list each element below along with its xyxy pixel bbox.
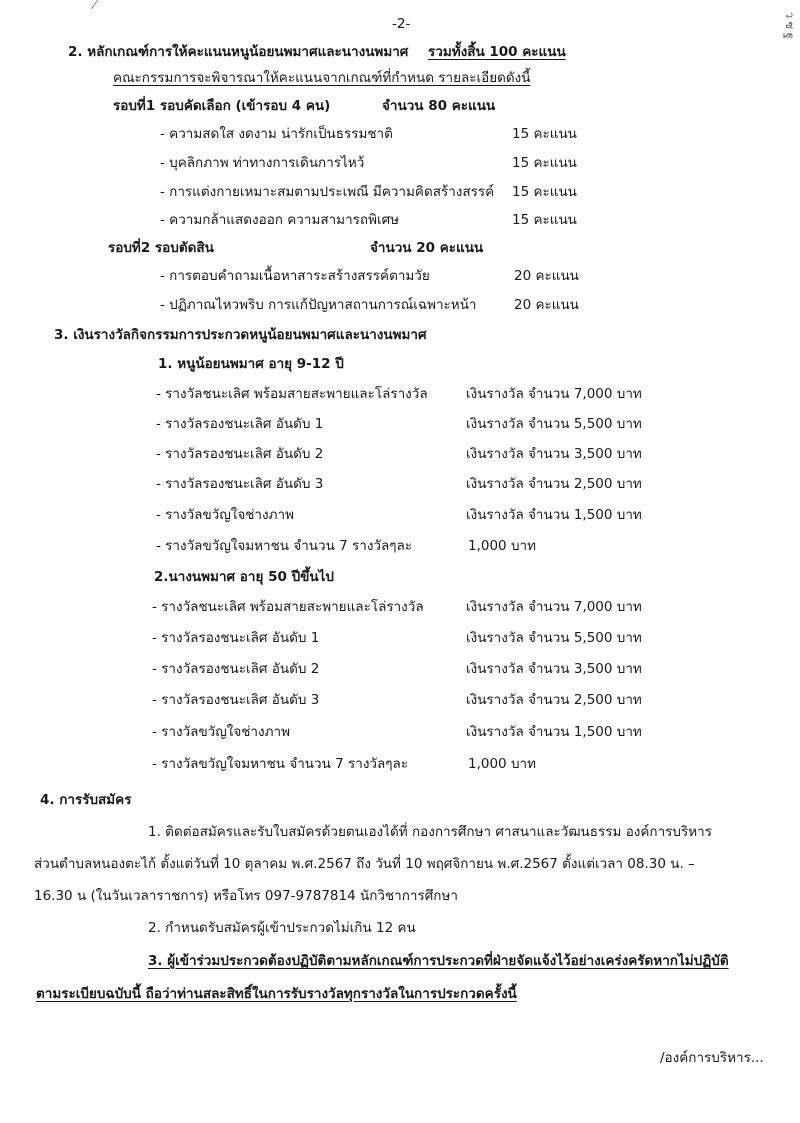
group1-prize-amount: 1,000 บาท xyxy=(468,538,536,554)
group1-prize-label: - รางวัลรองชนะเลิศ อันดับ 1 xyxy=(156,416,324,432)
round1-item-score: 15 คะแนน xyxy=(512,212,577,228)
group2-prize-amount: เงินรางวัล จำนวน 7,000 บาท xyxy=(466,599,642,615)
round1-item-label: - บุคลิกภาพ ท่าทางการเดินการไหว้ xyxy=(160,155,365,171)
group2-prize-amount: เงินรางวัล จำนวน 5,500 บาท xyxy=(466,630,642,646)
round1-item-label: - ความสดใส งดงาม น่ารักเป็นธรรมชาติ xyxy=(160,126,393,142)
section3-title: 3. เงินรางวัลกิจกรรมการประกวดหนูน้อยนพมาศและนางนพมาศ xyxy=(54,327,427,343)
corner-pen-mark xyxy=(77,0,98,9)
round1-item-score: 15 คะแนน xyxy=(512,184,577,200)
round2-score: จำนวน 20 คะแนน xyxy=(370,240,484,256)
round1-item-score: 15 คะแนน xyxy=(512,126,577,142)
group1-prize-label: - รางวัลรองชนะเลิศ อันดับ 2 xyxy=(156,446,324,462)
group1-prize-amount: เงินรางวัล จำนวน 5,500 บาท xyxy=(466,416,642,432)
section4-p3-line2: ตามระเบียบฉบับนี้ ถือว่าท่านสละสิทธิ์ในการรับรางวัลทุกรางวัลในการประกวดครั้งนี้ xyxy=(36,986,517,1002)
group2-prize-label: - รางวัลขวัญใจช่างภาพ xyxy=(152,724,290,740)
round1-score: จำนวน 80 คะแนน xyxy=(382,98,496,114)
group2-title: 2.นางนพมาศ อายุ 50 ปีขึ้นไป xyxy=(154,569,334,585)
section2-total: รวมทั้งสิ้น 100 คะแนน xyxy=(428,44,566,60)
continuation-note: /องค์การบริหาร... xyxy=(660,1050,764,1066)
group2-prize-label: - รางวัลรองชนะเลิศ อันดับ 1 xyxy=(152,630,320,646)
group1-prize-label: - รางวัลขวัญใจช่างภาพ xyxy=(156,507,294,523)
section2-title: 2. หลักเกณฑ์การให้คะแนนหนูน้อยนพมาศและนางนพมาศ xyxy=(68,44,409,60)
section4-p2: 2. กำหนดรับสมัครผู้เข้าประกวดไม่เกิน 12 คน xyxy=(148,920,416,936)
group1-title: 1. หนูน้อยนพมาศ อายุ 9-12 ปี xyxy=(158,356,344,372)
group2-prize-amount: เงินรางวัล จำนวน 3,500 บาท xyxy=(466,661,642,677)
group1-prize-amount: เงินรางวัล จำนวน 7,000 บาท xyxy=(466,386,642,402)
group1-prize-amount: เงินรางวัล จำนวน 3,500 บาท xyxy=(466,446,642,462)
section2-subtitle: คณะกรรมการจะพิจารณาให้คะแนนจากเกณฑ์ที่กำหนด รายละเอียดดังนี้ xyxy=(113,70,531,86)
round1-item-label: - การแต่งกายเหมาะสมตามประเพณี มีความคิดสร้างสรรค์ xyxy=(160,184,495,200)
group2-prize-label: - รางวัลรองชนะเลิศ อันดับ 3 xyxy=(152,692,320,708)
round2-item-score: 20 คะแนน xyxy=(514,268,579,284)
round1-item-label: - ความกล้าแสดงออก ความสามารถพิเศษ xyxy=(160,212,400,228)
group2-prize-label: - รางวัลรองชนะเลิศ อันดับ 2 xyxy=(152,661,320,677)
group2-prize-label: - รางวัลชนะเลิศ พร้อมสายสะพายและโล่รางวัล xyxy=(152,599,424,615)
section4-p3-line1: 3. ผู้เข้าร่วมประกวดต้องปฏิบัติตามหลักเกณฑ์การประกวดที่ฝ่ายจัดแจ้งไว้อย่างเคร่งครัดหากไม่ปฏิบัติ xyxy=(148,953,729,969)
group1-prize-label: - รางวัลขวัญใจมหาชน จำนวน 7 รางวัลๆละ xyxy=(156,538,413,554)
group2-prize-label: - รางวัลขวัญใจมหาชน จำนวน 7 รางวัลๆละ xyxy=(152,756,409,772)
group1-prize-amount: เงินรางวัล จำนวน 1,500 บาท xyxy=(466,507,642,523)
section4-p1-line3: 16.30 น (ในวันเวลาราชการ) หรือโทร 097-9787814 นักวิชาการศึกษา xyxy=(34,888,458,904)
round2-title: รอบที่2 รอบตัดสิน xyxy=(108,240,214,256)
group2-prize-amount: เงินรางวัล จำนวน 2,500 บาท xyxy=(466,692,642,708)
section4-title: 4. การรับสมัคร xyxy=(40,792,132,808)
edge-text: ว ซ ฐ xyxy=(783,12,796,39)
group1-prize-label: - รางวัลชนะเลิศ พร้อมสายสะพายและโล่รางวัล xyxy=(156,386,428,402)
group1-prize-label: - รางวัลรองชนะเลิศ อันดับ 3 xyxy=(156,476,324,492)
round2-item-label: - ปฏิภาณไหวพริบ การแก้ปัญหาสถานการณ์เฉพาะหน้า xyxy=(160,297,477,313)
group1-prize-amount: เงินรางวัล จำนวน 2,500 บาท xyxy=(466,476,642,492)
round1-title: รอบที่1 รอบคัดเลือก (เข้ารอบ 4 คน) xyxy=(113,98,331,114)
section4-p1-line2: ส่วนตำบลหนองตะไก้ ตั้งแต่วันที่ 10 ตุลาคม พ.ศ.2567 ถึง วันที่ 10 พฤศจิกายน พ.ศ.2567 ตั้งแต่เวลา 08.30 น. – xyxy=(34,856,695,872)
group2-prize-amount: เงินรางวัล จำนวน 1,500 บาท xyxy=(466,724,642,740)
round2-item-score: 20 คะแนน xyxy=(514,297,579,313)
section4-p1-line1: 1. ติดต่อสมัครและรับใบสมัครด้วยตนเองได้ที่ กองการศึกษา ศาสนาและวัฒนธรรม องค์การบริหาร xyxy=(148,824,712,840)
group2-prize-amount: 1,000 บาท xyxy=(468,756,536,772)
page-number: -2- xyxy=(392,16,411,32)
round2-item-label: - การตอบคำถามเนื้อหาสาระสร้างสรรค์ตามวัย xyxy=(160,268,430,284)
round1-item-score: 15 คะแนน xyxy=(512,155,577,171)
